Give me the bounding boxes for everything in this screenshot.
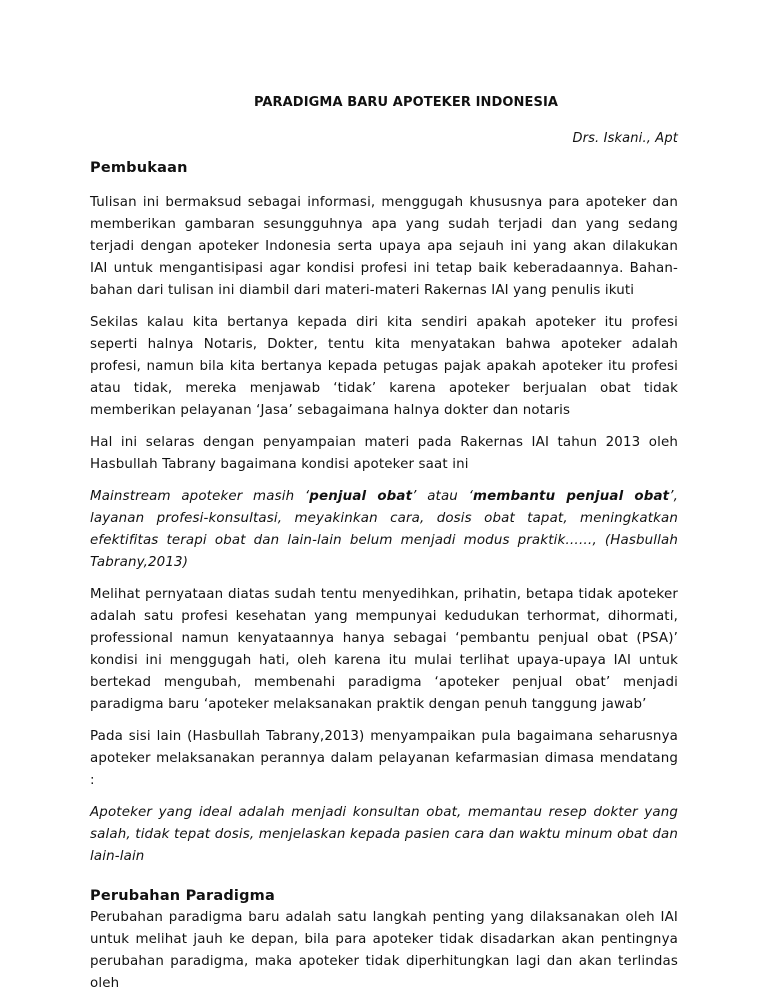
paragraph-3: Hal ini selaras dengan penyampaian materi pada Rakernas IAI tahun 2013 oleh Hasbullah Tabrany bagaimana kondisi apoteker saat ini bbox=[90, 435, 678, 472]
paragraph-2: Sekilas kalau kita bertanya kepada diri kita sendiri apakah apoteker itu profesi seperti halnya Notaris, Dokter, tentu kita menyatakan bahwa apoteker adalah profesi, namun bila kita bertanya kepada petugas pajak apakah apoteker itu profesi atau tidak, mereka menjawab ‘tidak’ karena apoteker berjualan obat tidak memberikan pelayanan ‘Jasa’ sebagaimana halnya dokter dan notaris bbox=[90, 315, 678, 418]
paragraph-4: Melihat pernyataan diatas sudah tentu menyedihkan, prihatin, betapa tidak apoteker adalah satu profesi kesehatan yang mempunyai kedudukan terhormat, dihormati, professional namun kenyataannya hanya sebagai ‘pembantu penjual obat (PSA)’ kondisi ini menggugah hati, oleh karena itu mulai terlihat upaya-upaya IAI untuk bertekad mengubah, membenahi paradigma ‘apoteker penjual obat’ menjadi paradigma baru ‘apoteker melaksanakan praktik dengan penuh tanggung jawab’ bbox=[90, 587, 678, 712]
quote-1-part3: ’, layanan profesi-konsultasi, meyakinkan cara, dosis obat tapat, meningkatkan efektifitas terapi obat dan lain-lain belum menjadi modus praktik……, (Hasbullah Tabrany,2013) bbox=[90, 489, 679, 570]
document-body bbox=[90, 92, 678, 995]
quote-1-part2: ’ atau ‘ bbox=[412, 489, 473, 504]
paragraph-1: Tulisan ini bermaksud sebagai informasi, menggugah khususnya para apoteker dan memberikan gambaran sesungguhnya apa yang sudah terjadi dan yang sedang terjadi dengan apoteker Indonesia serta upaya apa sejauh ini yang akan dilakukan IAI untuk mengantisipasi agar kondisi profesi ini tetap baik keberadaannya. Bahan-bahan dari tulisan ini diambil dari materi-materi Rakernas IAI yang penulis ikuti bbox=[90, 195, 678, 298]
paragraph-6: Perubahan paradigma baru adalah satu langkah penting yang dilaksanakan oleh IAI untuk melihat jauh ke depan, bila para apoteker tidak disadarkan akan pentingnya perubahan paradigma, maka apoteker tidak diperhitungkan lagi dan akan terlindas oleh bbox=[90, 910, 678, 991]
quote-1-part1: Mainstream apoteker masih ‘ bbox=[90, 489, 310, 504]
quote-1-bold2: membantu penjual obat bbox=[473, 489, 670, 504]
quote-1 bbox=[90, 486, 678, 574]
paragraph-5: Pada sisi lain (Hasbullah Tabrany,2013) menyampaikan pula bagaimana seharusnya apoteker melaksanakan perannya dalam pelayanan kefarmasian dimasa mendatang : bbox=[90, 729, 678, 788]
section-heading-perubahan-paradigma: Perubahan Paradigma bbox=[90, 888, 275, 904]
author-line: Drs. Iskani., Apt bbox=[572, 131, 678, 146]
section-heading-pembukaan: Pembukaan bbox=[90, 160, 188, 176]
document-title: PARADIGMA BARU APOTEKER INDONESIA bbox=[253, 95, 559, 110]
quote-2: Apoteker yang ideal adalah menjadi konsultan obat, memantau resep dokter yang salah, tidak tepat dosis, menjelaskan kepada pasien cara dan waktu minum obat dan lain-lain bbox=[90, 805, 678, 864]
quote-1-bold1: penjual obat bbox=[309, 489, 413, 504]
